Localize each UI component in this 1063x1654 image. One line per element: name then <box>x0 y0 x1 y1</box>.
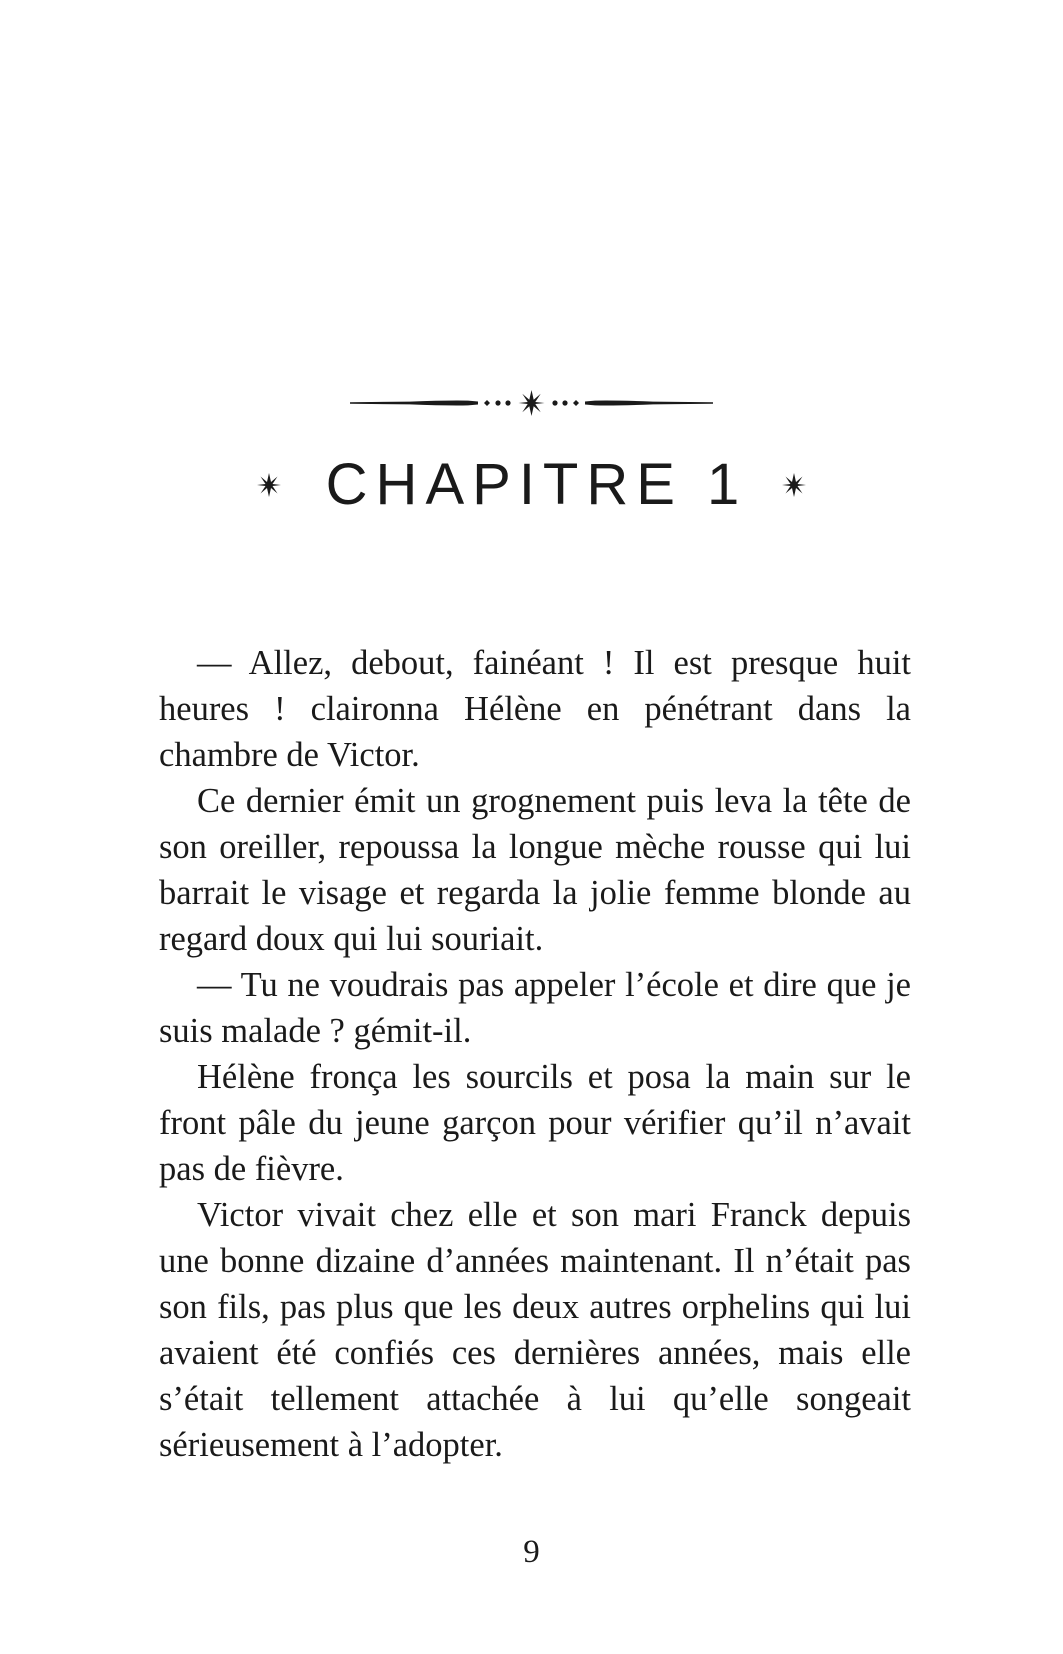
paragraph: Victor vivait chez elle et son mari Franck depuis une bonne dizaine d’années maintenant. Il n’était pas son fils, pas plus que les deux autres orphelins qui lui avaient été confiés ces dernières années, mais elle s’était tellement attachée à lui qu’elle songeait sérieusement à l’adopter. <box>159 1196 911 1464</box>
chapter-heading <box>0 450 1063 520</box>
flourish-divider-icon <box>350 388 713 418</box>
page-number: 9 <box>523 1534 540 1570</box>
paragraph: Ce dernier émit un grognement puis leva la tête de son oreiller, repoussa la longue mèche rousse qui lui barrait le visage et regarda la jolie femme blonde au regard doux qui lui souriait. <box>159 782 911 958</box>
chapter-title: CHAPITRE 1 <box>325 452 748 517</box>
star-icon <box>256 472 282 498</box>
chapter-body <box>159 640 911 1468</box>
paragraph: — Tu ne voudrais pas appeler l’école et dire que je suis malade ? gémit-il. <box>159 966 911 1050</box>
paragraph: — Allez, debout, fainéant ! Il est presque huit heures ! claironna Hélène en pénétrant dans la chambre de Victor. <box>159 644 911 774</box>
star-icon <box>781 472 807 498</box>
paragraph: Hélène fronça les sourcils et posa la main sur le front pâle du jeune garçon pour vérifier qu’il n’avait pas de fièvre. <box>159 1058 911 1188</box>
